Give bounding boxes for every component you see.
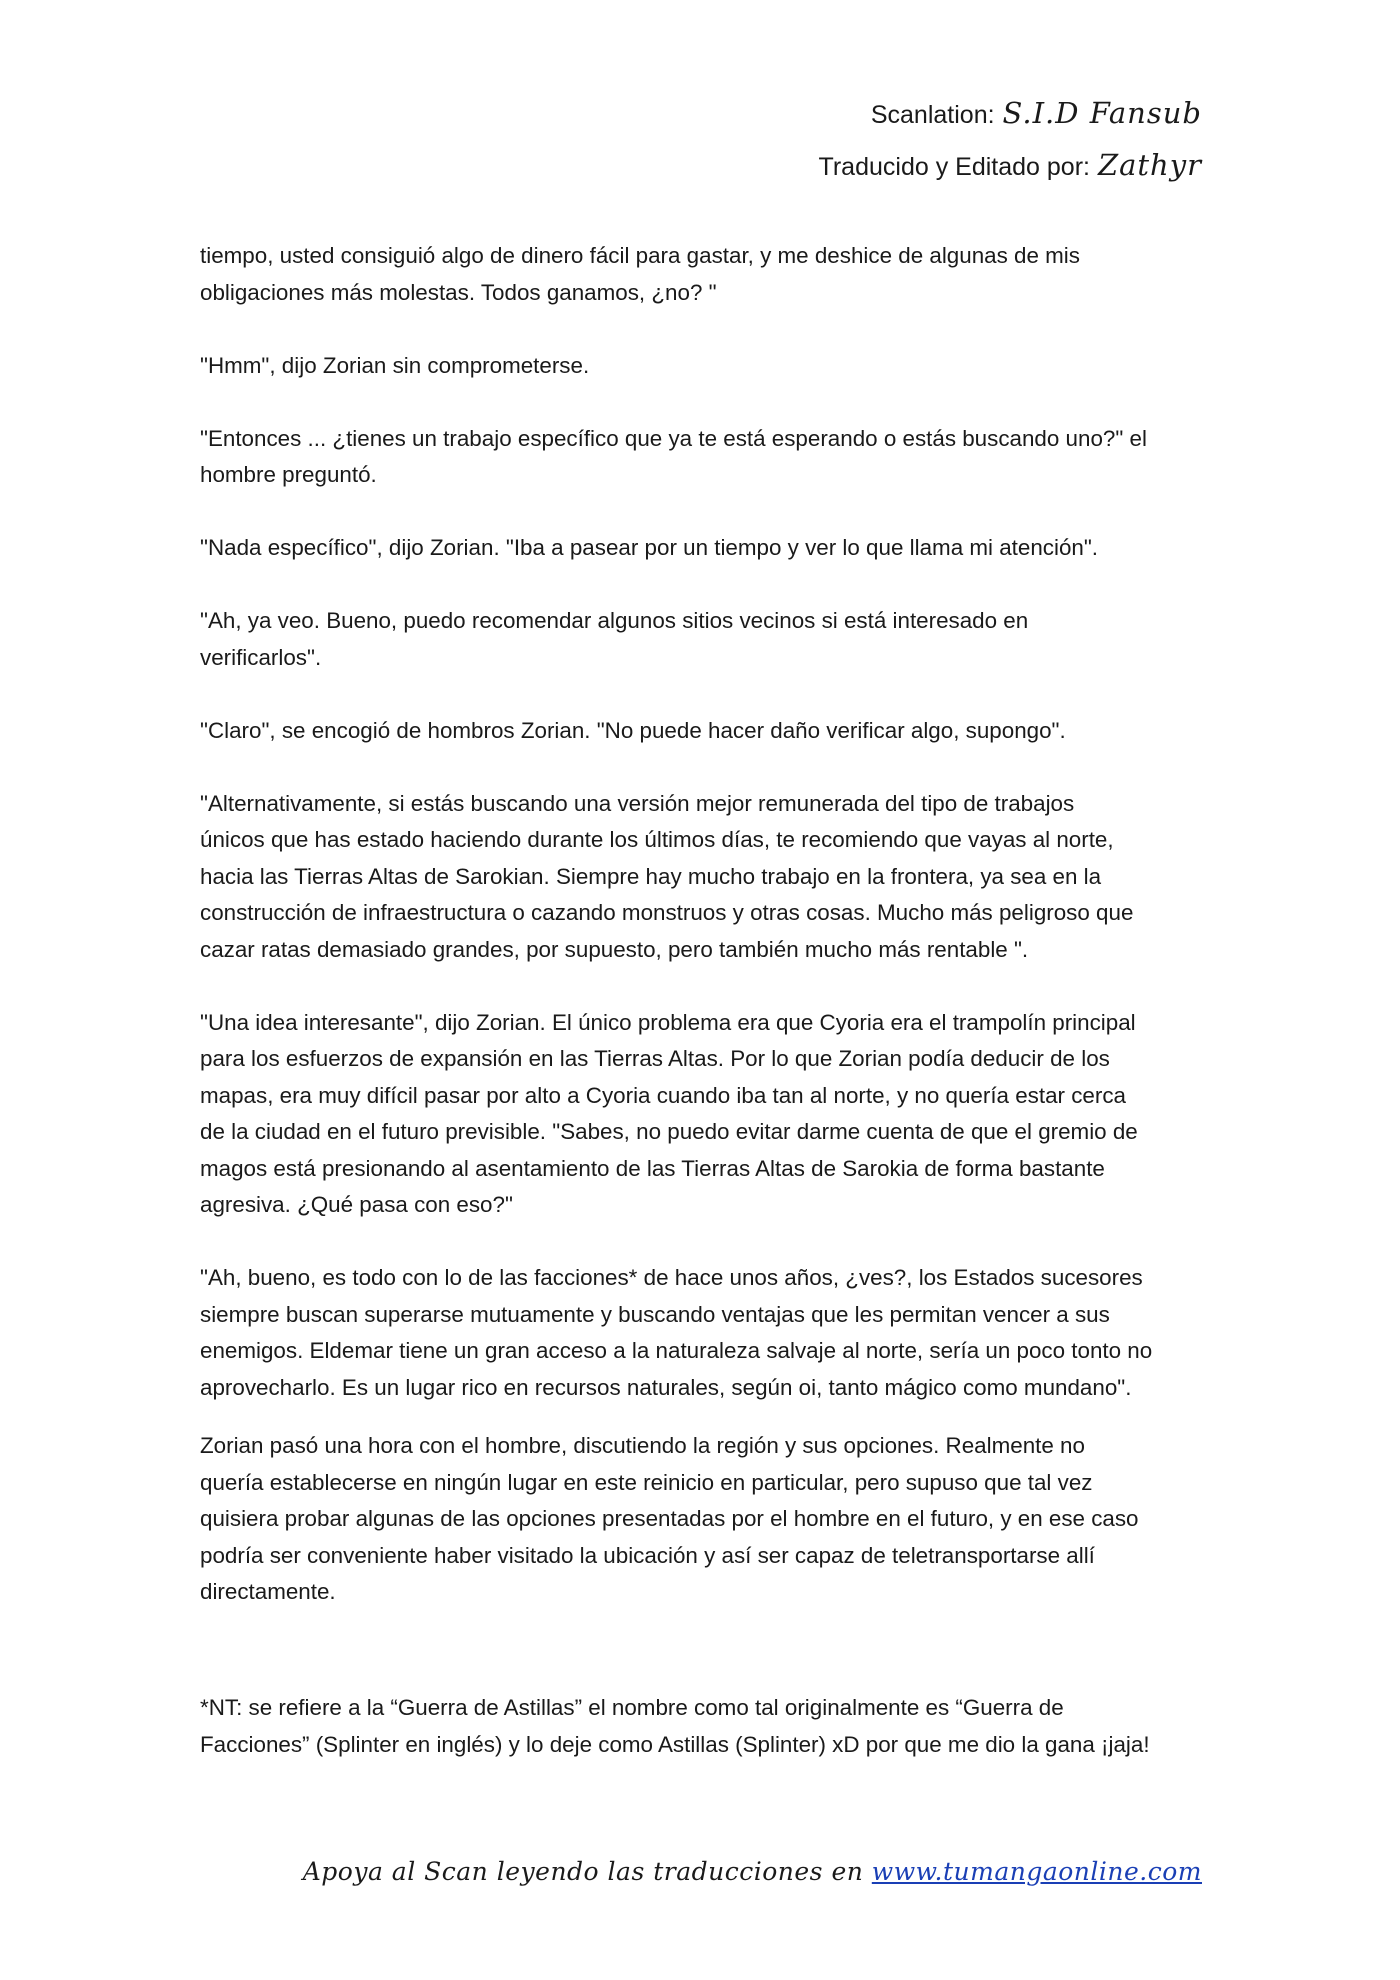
paragraph: "Claro", se encogió de hombros Zorian. "No puede hacer daño verificar algo, supongo".	[200, 717, 1066, 743]
paragraph: "Nada específico", dijo Zorian. "Iba a pasear por un tiempo y ver lo que llama mi atención".	[200, 535, 1099, 560]
paragraph: tiempo, usted consiguió algo de dinero fácil para gastar, y me deshice de algunas de mis obligaciones más molestas. Todos ganamos, ¿no? "	[200, 243, 1080, 305]
scanlation-label: Scanlation:	[870, 101, 995, 129]
translator-label: Traducido y Editado por:	[818, 153, 1090, 181]
tumangaonline-link[interactable]: www.tumangaonline.com	[871, 1857, 1202, 1886]
paragraph: "Hmm", dijo Zorian sin comprometerse.	[200, 352, 590, 378]
paragraph: "Ah, ya veo. Bueno, puedo recomendar algunos sitios vecinos si está interesado en verificarlos".	[200, 608, 1029, 670]
page-header	[819, 88, 1202, 192]
scanlation-credit	[819, 88, 1202, 140]
paragraph: "Entonces ... ¿tienes un trabajo específico que ya te está esperando o estás buscando uno?" el hombre preguntó.	[200, 425, 1147, 487]
scanlation-name: S.I.D Fansub	[1002, 96, 1202, 130]
paragraph: Zorian pasó una hora con el hombre, discutiendo la región y sus opciones. Realmente no quería establecerse en ningún lugar en este reinicio en particular, pero supuso que tal vez quisiera probar algunas de las opciones presentadas por el hombre en el futuro, y en ese caso podría ser conveniente haber visitado la ubicación y así ser capaz de teletransportarse allí directamente.	[200, 1433, 1139, 1604]
story-body	[200, 238, 1202, 1647]
translator-credit	[819, 140, 1202, 192]
footer-text: Apoya al Scan leyendo las traducciones en	[302, 1857, 864, 1886]
paragraph: "Ah, bueno, es todo con lo de las facciones* de hace unos años, ¿ves?, los Estados sucesores siempre buscan superarse mutuamente y buscando ventajas que les permitan vencer a sus enemigos. Eldemar tiene un gran acceso a la naturaleza salvaje al norte, sería un poco tonto no aprovecharlo. Es un lugar rico en recursos naturales, según oi, tanto mágico como mundano".	[200, 1265, 1153, 1400]
paragraph: "Alternativamente, si estás buscando una versión mejor remunerada del tipo de trabajos únicos que has estado haciendo durante los últimos días, te recomiendo que vayas al norte, hacia las Tierras Altas de Sarokian. Siempre hay mucho trabajo en la frontera, ya sea en la construcción de infraestructura o cazando monstruos y otras cosas. Mucho más peligroso que cazar ratas demasiado grandes, por supuesto, pero también mucho más rentable ".	[200, 790, 1134, 962]
translator-note: *NT: se refiere a la “Guerra de Astillas” el nombre como tal originalmente es “Guerra de Facciones” (Splinter en inglés) y lo deje como Astillas (Splinter) xD por que me dio la gana ¡jaja!	[200, 1695, 1150, 1757]
paragraph: "Una idea interesante", dijo Zorian. El único problema era que Cyoria era el trampolín principal para los esfuerzos de expansión en las Tierras Altas. Por lo que Zorian podía deducir de los mapas, era muy difícil pasar por alto a Cyoria cuando iba tan al norte, y no quería estar cerca de la ciudad en el futuro previsible. "Sabes, no puedo evitar darme cuenta de que el gremio de magos está presionando al asentamiento de las Tierras Altas de Sarokia de forma bastante agresiva. ¿Qué pasa con eso?"	[200, 1009, 1138, 1217]
footer-promo	[303, 1857, 1202, 1886]
translator-name: Zathyr	[1097, 148, 1202, 182]
